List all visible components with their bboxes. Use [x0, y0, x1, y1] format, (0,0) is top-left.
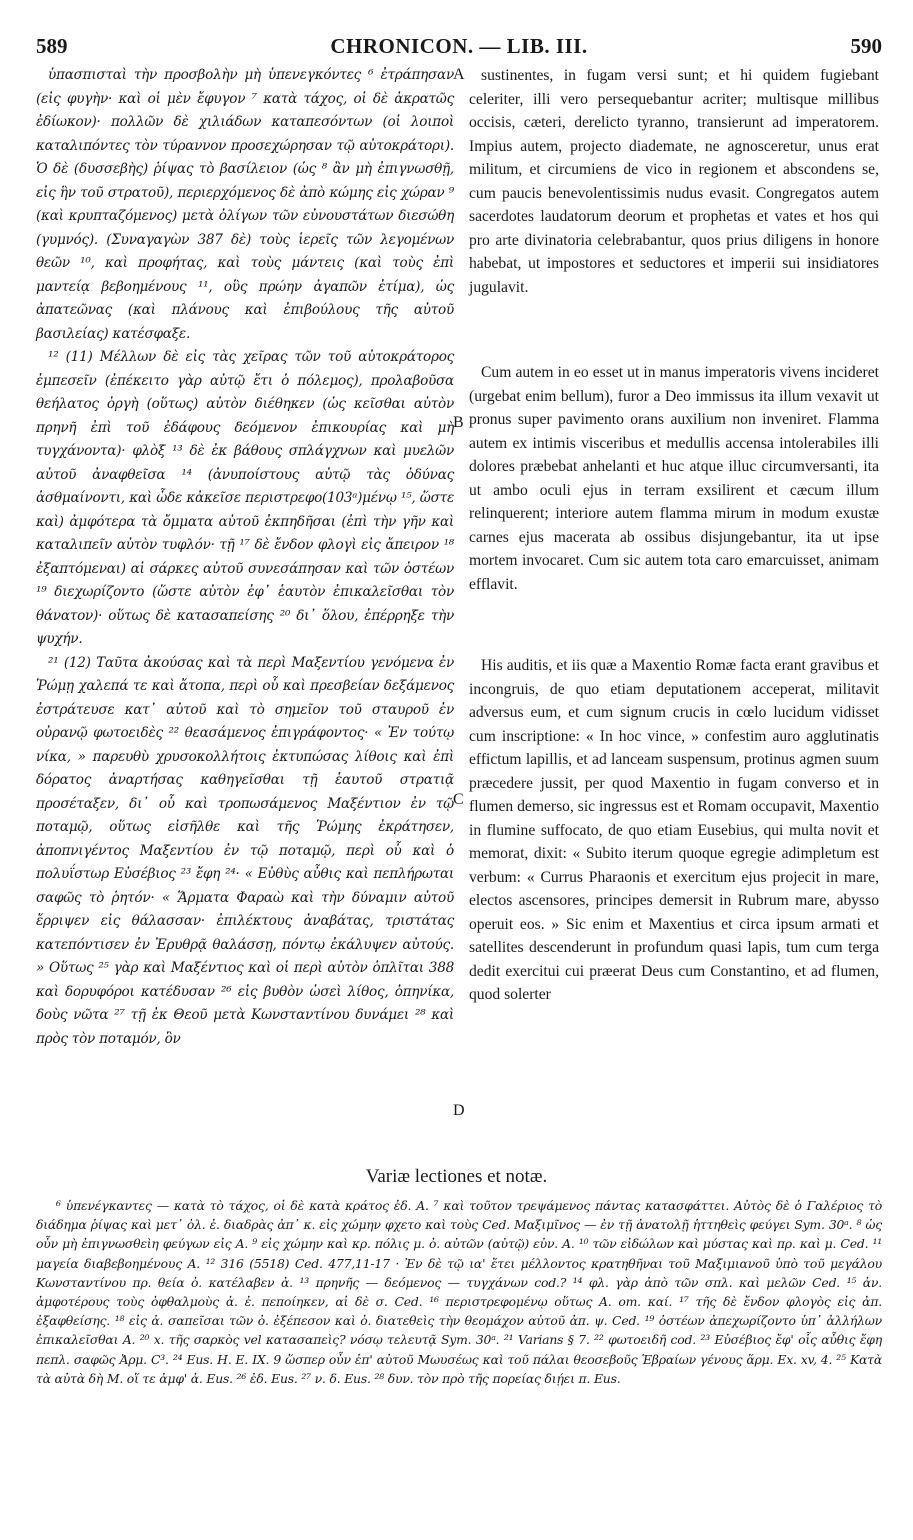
latin-paragraph-3: His auditis, et iis quæ a Maxentio Romæ facta erant gravibus et incongruis, de quo etiam deputationem acceperat, militavit adversus eum, et cum signum crucis in cœlo lucidum vidisset cum inscriptione: « In hoc vince, » confestim auro agglutinatis effictum lapillis, et ad lanceam suspensum, protinus agmen suum præcedere jussit, per quod Maxentio in fugam converso et in flumen demerso, sic ingressus est et Romam occupavit, Maxentio in flumine suffocato, de quo etiam Eusebius, qui multa novit et memorat, dixit: « Subito iterum quoque egregie adimpletum est verbum: « Currus Pharaonis et exercitum ejus projecit in mare, electos ascensores, principes demersit in Rubrum mare, abysso operuit eos. » Sic enim et Maxentius et circa ipsum armati et satellites descenderunt in profundum quasi lapis, tum cum terga dedit exercitui cui præerat Deus cum Constantino, et ad flumen, quod solerter	[469, 657, 879, 1003]
page-number-left: 589	[36, 34, 68, 58]
greek-paragraph-1: ὑπασπισταὶ τὴν προσβολὴν μὴ ὑπενεγκόντες ⁶ ἐτράπησαν (εἰς φυγὴν· καὶ οἱ μὲν ἔφυγον ⁷ κατὰ τάχος, οἱ δὲ ἀκρατῶς ἐδίωκον)· πολλῶν δὲ χιλιάδων καταπεσόντων (οἱ λοιποὶ καταλιπόντες τὸν τύραννον προσεχώρησαν τῷ αὐτοκράτορι). Ὁ δὲ (δυσσεβὴς) ῥίψας τὸ βασίλειον (ὡς ⁸ ἂν μὴ ἐπιγνωσθῇ, εἰς ἣν τοῦ στρατοῦ), περιερχόμενος δὲ ἀπὸ κώμης εἰς χώραν ⁹ (καὶ κρυπταζόμενος) μετὰ ὀλίγων τῶν εὐνουστάτων διεσώθη (γυμνός). (Συναγαγὼν 387 δὲ) τοὺς ἱερεῖς τῶν λεγομένων θεῶν ¹⁰, καὶ προφήτας, καὶ τοὺς μάντεις (καὶ τοὺς ἐπὶ μαντείᾳ βεβοημένους ¹¹, οὓς πρώην ἀγαπῶν ἐτίμα), ὡς ἀπατεῶνας (καὶ πλάνους καὶ ἐπιβούλους τῆς αὐτοῦ βασιλείας) κατέσφαξε.	[36, 67, 454, 342]
running-title: CHRONICON. — LIB. III.	[330, 34, 588, 58]
notes-title: Variæ lectiones et notæ.	[365, 1166, 548, 1187]
page-header	[36, 34, 882, 64]
paragraph-gap	[469, 596, 879, 654]
paragraph-gap	[469, 299, 879, 361]
margin-letter-d: D	[453, 1102, 465, 1119]
page-number-right: 590	[850, 34, 882, 58]
latin-column	[469, 64, 879, 1007]
greek-paragraph-2: ¹² (11) Μέλλων δὲ εἰς τὰς χεῖρας τῶν τοῦ αὐτοκράτορος ἐμπεσεῖν (ἐπέκειτο γὰρ αὐτῷ ἔτι ὁ πόλεμος), προλαβοῦσα θεήλατος ὀργὴ (οὕτως) αὐτὸν διέθηκεν (ὡς κεῖσθαι αὐτὸν πρηνῆ ἐπὶ τοῦ ἐδάφους δεόμενον ἐπικουρίας καὶ μὴ τυγχάνοντα)· φλὸξ ¹³ δὲ ἐκ βάθους σπλάγχνων καὶ μυελῶν αὐτοῦ ἀναφθεῖσα ¹⁴ (ἀνυποίστους αὐτῷ τὰς ὀδύνας ἀσθμαίνοντι, καὶ ὧδε κἀκεῖσε περιστρεφο(103ᵃ)μένῳ ¹⁵, ὥστε καὶ) ἀμφότερα τὰ ὄμματα αὐτοῦ ἐκπηδῆσαι (ἐπὶ τὴν γῆν καὶ καταλιπεῖν αὐτὸν τυφλόν· τῇ ¹⁷ δὲ ἔνδον φλογὶ εἰς ἄπειρον ¹⁸ ἐξαπτόμεναι) αἱ σάρκες αὐτοῦ συνεσάπησαν καὶ τῶν ὀστέων ¹⁹ διεχωρίζοντο (ὥστε αὐτὸν ἐφ᾽ ἑαυτὸν ἐπικαλεῖσθαι τὸν θάνατον)· οὕτως δὲ κατασαπείσης ²⁰ δι᾽ ὅλου, ἐπέρρηξε τὴν ψυχήν.	[36, 349, 454, 647]
latin-paragraph-2: Cum autem in eo esset ut in manus imperatoris vivens incideret (urgebat enim bellum), furor a Deo immissus ita illum vexavit ut pronus super pavimento orans auxilium non inveniret. Flamma autem ex intimis visceribus et medullis accensa intolerabiles illi dolores præbebat anhelanti et huc atque illuc circumversanti, ita ut ambo oculi ejus in terram exsilirent et cæcum illum relinquerent; interiore autem flamma mirum in modum exustæ carnes ejus macerata ab ossibus disjungebantur, ita ut ipse mortem invocaret. Cum sic autem tota caro emarcuisset, animam efflavit.	[469, 364, 879, 593]
margin-letter-a: A	[453, 66, 465, 83]
margin-letter-c: C	[453, 791, 464, 808]
greek-paragraph-3: ²¹ (12) Ταῦτα ἀκούσας καὶ τὰ περὶ Μαξεντίου γενόμενα ἐν Ῥώμῃ χαλεπά τε καὶ ἄτοπα, περὶ οὗ καὶ πρεσβείαν δεξάμενος ἐστράτευσε κατ᾽ αὐτοῦ καὶ τὸ σημεῖον τοῦ σταυροῦ ἐν οὐρανῷ φωτοειδὲς ²² θεασάμενος ἐπιγράφοντος· « Ἐν τούτῳ νίκα, » παρευθὺ χρυσοκολλήτοις ἐκτυπώσας λίθοις καὶ ἐπὶ δόρατος ἀναρτήσας καθηγεῖσθαι τῇ ἑαυτοῦ στρατιᾷ προσέταξεν, δι᾽ οὗ καὶ τροπωσάμενος Μαξέντιον ἐν τῷ ποταμῷ, οὕτως εἰσῆλθε καὶ τῆς Ῥώμης ἐκράτησεν, ἀποπνιγέντος Μαξεντίου ἐν τῷ ποταμῷ, περὶ οὗ καὶ ὁ πολυΐστωρ Εὐσέβιος ²³ ἔφη ²⁴· « Εὐθὺς αὖθις καὶ πεπλήρωται σαφῶς τὸ ῥητόν· « Ἅρματα Φαραὼ καὶ τὴν δύναμιν αὐτοῦ ἔρριψεν εἰς θάλασσαν· ἐπιλέκτους ἀναβάτας, τριστάτας κατεπόντισεν ἐν Ἐρυθρᾷ θαλάσσῃ, πόντῳ ἐκάλυψεν αὐτούς. » Οὕτως ²⁵ γὰρ καὶ Μαξέντιος καὶ οἱ περὶ αὐτὸν ὁπλῖται 388 καὶ δορυφόροι κατέδυσαν ²⁶ εἰς βυθὸν ὡσεὶ λίθος, ὁπηνίκα, δοὺς νῶτα ²⁷ τῇ ἐκ Θεοῦ μετὰ Κωνσταντίνου δυνάμει ²⁸ καὶ πρὸς τὸν ποταμόν, ὃν	[36, 654, 454, 1047]
greek-column	[36, 64, 454, 1051]
margin-letter-b: B	[453, 414, 464, 431]
latin-paragraph-1: sustinentes, in fugam versi sunt; et hi quidem fugiebant celeriter, illi vero persequebantur acriter; multisque millibus occisis, cæteri, derelicto tyranno, transierunt ad imperatorem. Impius autem, projecto diademate, ne agnosceretur, unus erat militum, et circumiens de vico in regionem et abscondens se, cum paucis benevolentissimis nudus evasit. Congregatos autem sacerdotes laudatorum deorum et prophetas et vates et hos qui pro arte divinatoria celebrabantur, quos prius diligens in honore habebat, ut impostores et seductores et imperii sui insidiatores jugulavit.	[469, 67, 879, 296]
notes-text: ⁶ ὑπενέγκαντες — κατὰ τὸ τάχος, οἱ δὲ κατὰ κράτος ἐδ. A. ⁷ καὶ τοῦτον τρεψάμενος πάντας κατασφάττει. Αὐτὸς δὲ ὁ Γαλέριος τὸ διάδημα ῥίψας καὶ μετ᾽ ὀλ. ἐ. διαδρὰς ἀπ᾽ κ. εἰς χώμην φχετο καὶ τοὺς Ced. Μαξιμῖνος — ἐν τῇ ἀνατολῇ ἡττηθεὶς φεύγει Sym. 30ᵃ. ⁸ ὡς οὖν μὴ ἐπιγνωσθεὶη φεύγων εἰς A. ⁹ εἰς χώμην καὶ κρ. πόλις μ. ὀ. αὐτῶν (αὐτῷ) εὐν. A. ¹⁰ τῶν εἰδώλων καὶ μύστας καὶ πρ. καὶ μ. Ced. ¹¹ μαγεία διαβεβοημένους A. ¹² 316 (5518) Ced. 477,11-17 · Ἐν δὲ τῷ ια' ἔτει μέλλοντος κρατηθῆναι τοῦ Μαξιμιανοῦ ὑπὸ τοῦ μεγάλου Κωνσταντίνου πρ. θεία ὀ. κατέλαβεν ἀ. ¹³ πρηνῆς — δεόμενος — τυγχάνων cod.? ¹⁴ φλ. γὰρ ἀπὸ τῶν σπλ. καὶ μελῶν Ced. ¹⁵ ἀν. ἀμφοτέρους τοὺς ὀφθαλμοὺς ἀ. ἐ. πεποίηκεν, αἱ δὲ σ. Ced. ¹⁶ περιστρεφομένῳ οὕτως A. om. καί. ¹⁷ τῆς δὲ ἔνδον φλογὸς εἰς ἀπ. ἐξαφθείσης. ¹⁸ εἰς ἀ. σαπεῖσαι τῶν ὀ. ἐξέπεσον καὶ ὀ. διατεθεὶς τὴν θεομάχον αὐτοῦ ἀπ. ψ. Ced. ¹⁹ ὀστέων ἀπεχωρίζοντο ὑπ᾽ ἀλλήλων ἐπικαλεῖσθαι A. ²⁰ x. τῆς σαρκὸς vel κατασαπεὶς? νόσῳ τελευτᾷ Sym. 30ᵃ. ²¹ Varians § 7. ²² φωτοειδῆ cod. ²³ Εὐσέβιος ἔφ' οἷς αὖθις ἔφη πεπλ. σαφῶς Ἀρμ. C³. ²⁴ Eus. H. E. IX. 9 ὥσπερ οὖν ἐπ' αὐτοῦ Μωυσέως καὶ τοῦ πάλαι θεοσεβοῦς Ἑβραίων γένους ἅρμ. Ex. xv, 4. ²⁵ Κατὰ τὰ αὐτὰ δὴ M. οἵ τε ἀμφ' ἀ. Eus. ²⁶ ἐδ. Eus. ²⁷ ν. δ. Eus. ²⁸ δυν. τὸν πρὸ τῆς πορείας διῄει π. Eus.	[36, 1198, 882, 1386]
